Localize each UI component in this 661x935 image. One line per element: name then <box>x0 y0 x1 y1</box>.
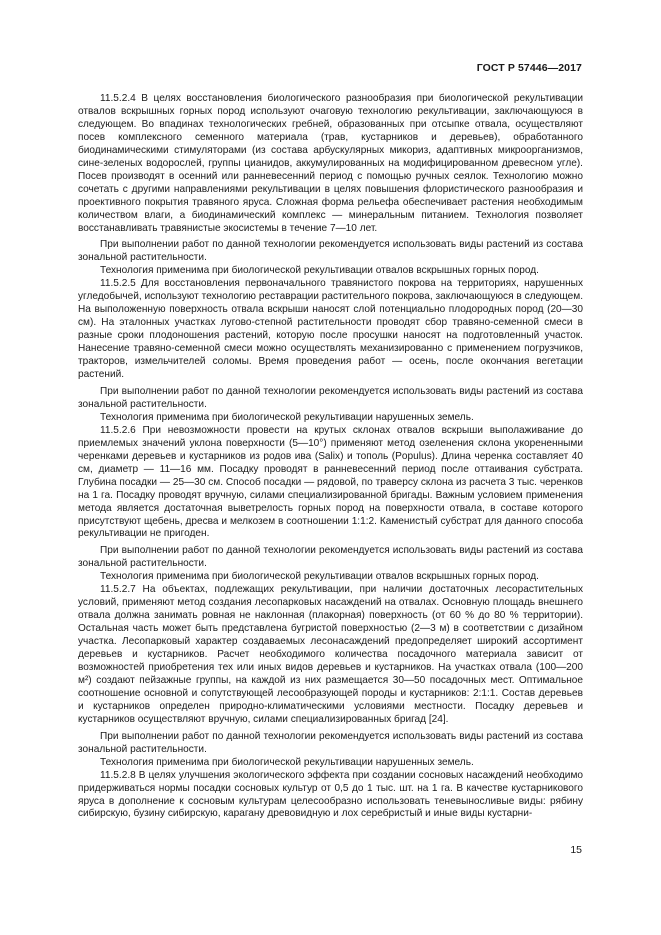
paragraph-11-5-2-6: 11.5.2.6 При невозможности провести на крутых склонах отвалов вскрыши выполаживание до приемлемых значений уклона поверхности (5—10°) применяют метод озеленения склона укорененными черенками деревьев и кустарников из родов ива (Salix) и тополь (Populus). Длина черенка составляет 40 см, диаметр — 11—16 мм. Посадку проводят в ранневесенний период после оттаивания субстрата. Глубина посадки — 25—30 см. Способ посадки — рядовой, по траверсу склона из расчета 3 тыс. черенков на 1 га. Посадку проводят вручную, силами специализированной бригады. Важным условием применения метода является достаточная выветрелость горных пород на поверхности отвала, в составе которого присутствуют щебень, дресва и мелкозем в соотношении 1:1:2. Каменистый субстрат для данного способа рекультивации не пригоден. <box>78 424 583 540</box>
document-code: ГОСТ Р 57446—2017 <box>476 62 582 74</box>
paragraph-11-5-2-4: 11.5.2.4 В целях восстановления биологического разнообразия при биологической рекультивации отвалов вскрышных горных пород используют очаговую технологию рекультивации, заключающуюся в следующем. Во впадинах технологических гребней, образованных при отсыпке отвала, осуществляют посев комплексного семенного материала (трав, кустарников и деревьев), обработанного биодинамическими стимуляторами (из состава арбускулярных микориз, адаптивных микроорганизмов, сине-зеленых водорослей, группы цианидов, аккумулированных на модифицированном древесном угле). Посев производят в осенний или ранневесенний период с помощью ручных сеялок. Технологию можно сочетать с другими направлениями рекультивации в целях повышения флористического разнообразия и проективного покрытия травяного яруса. Сложная форма рельефа обеспечивает растения необходимым количеством влаги, а биодинамический комплекс — минеральным питанием. Технология позволяет восстанавливать травянистые экосистемы в течение 7—10 лет. <box>78 93 583 234</box>
paragraph-11-5-2-5: 11.5.2.5 Для восстановления первоначального травянистого покрова на территориях, нарушенных угледобычей, используют технологию реставрации растительного покрова, заключающуюся в следующем. На выположенную поверхность отвала вскрыши наносят слой потенциально плодородных пород (20—30 см). На эталонных участках лугово-степной растительности проводят сбор травяно-семенной смеси в разные сроки плодоношения растений, которую после просушки наносят на подготовленный участок. Нанесение травяно-семенной смеси можно осуществлять механизированно с применением погрузчиков, тракторов, измельчителей соломы. Время проведения работ — осень, после окончания вегетации растений. <box>78 278 583 381</box>
paragraph-recommendation: При выполнении работ по данной технологии рекомендуется использовать виды растений из состава зональной растительности. <box>78 545 583 570</box>
paragraph-recommendation: При выполнении работ по данной технологии рекомендуется использовать виды растений из состава зональной растительности. <box>78 730 583 755</box>
paragraph-11-5-2-7: 11.5.2.7 На объектах, подлежащих рекультивации, при наличии достаточных лесорастительных условий, применяют метод создания лесопарковых насаждений на отвалах. Основную площадь внешнего отвала должна занимать ровная не наклонная (плакорная) поверхность (от 60 % до 80 % территории). Остальная часть может быть представлена бугристой поверхностью (2—3 м) в соответствии с дизайном участка. Лесопарковый характер создаваемых лесонасаждений предопределяет широкий ассортимент деревьев и кустарников. Расчет необходимого количества посадочного материала зависит от возможностей приобретения тех или иных видов деревьев и кустарников. На участках отвала (100—200 м²) создают пейзажные группы, на каждой из них размещается 30—50 посадочных мест. Оптимальное соотношение основной и сопутствующей лесообразующей породы и кустарников: 2:1:1. Состав деревьев и кустарников определен природно-климатическими условиями местности. Посадку деревьев и кустарников осуществляют вручную, силами специализированных бригад [24]. <box>78 584 583 725</box>
paragraph-11-5-2-8: 11.5.2.8 В целях улучшения экологического эффекта при создании сосновых насаждений необходимо придерживаться нормы посадки сосновых культур от 0,5 до 1 тыс. шт. на 1 га. В качестве кустарникового яруса в дополнение к сосновым культурам целесообразно использовать теневыносливые виды: рябину сибирскую, бузину сибирскую, карагану древовидную и лох серебристый и иные виды кустарни- <box>78 769 583 820</box>
page-number: 15 <box>570 844 582 856</box>
paragraph-recommendation: При выполнении работ по данной технологии рекомендуется использовать виды растений из состава зональной растительности. <box>78 239 583 264</box>
paragraph-applicability: Технология применима при биологической рекультивации нарушенных земель. <box>100 411 474 423</box>
body-text <box>78 93 583 821</box>
paragraph-recommendation: При выполнении работ по данной технологии рекомендуется использовать виды растений из состава зональной растительности. <box>78 385 583 410</box>
paragraph-applicability: Технология применима при биологической рекультивации нарушенных земель. <box>100 756 474 768</box>
paragraph-applicability: Технология применима при биологической рекультивации отвалов вскрышных горных пород. <box>100 571 539 583</box>
paragraph-applicability: Технология применима при биологической рекультивации отвалов вскрышных горных пород. <box>100 265 539 277</box>
